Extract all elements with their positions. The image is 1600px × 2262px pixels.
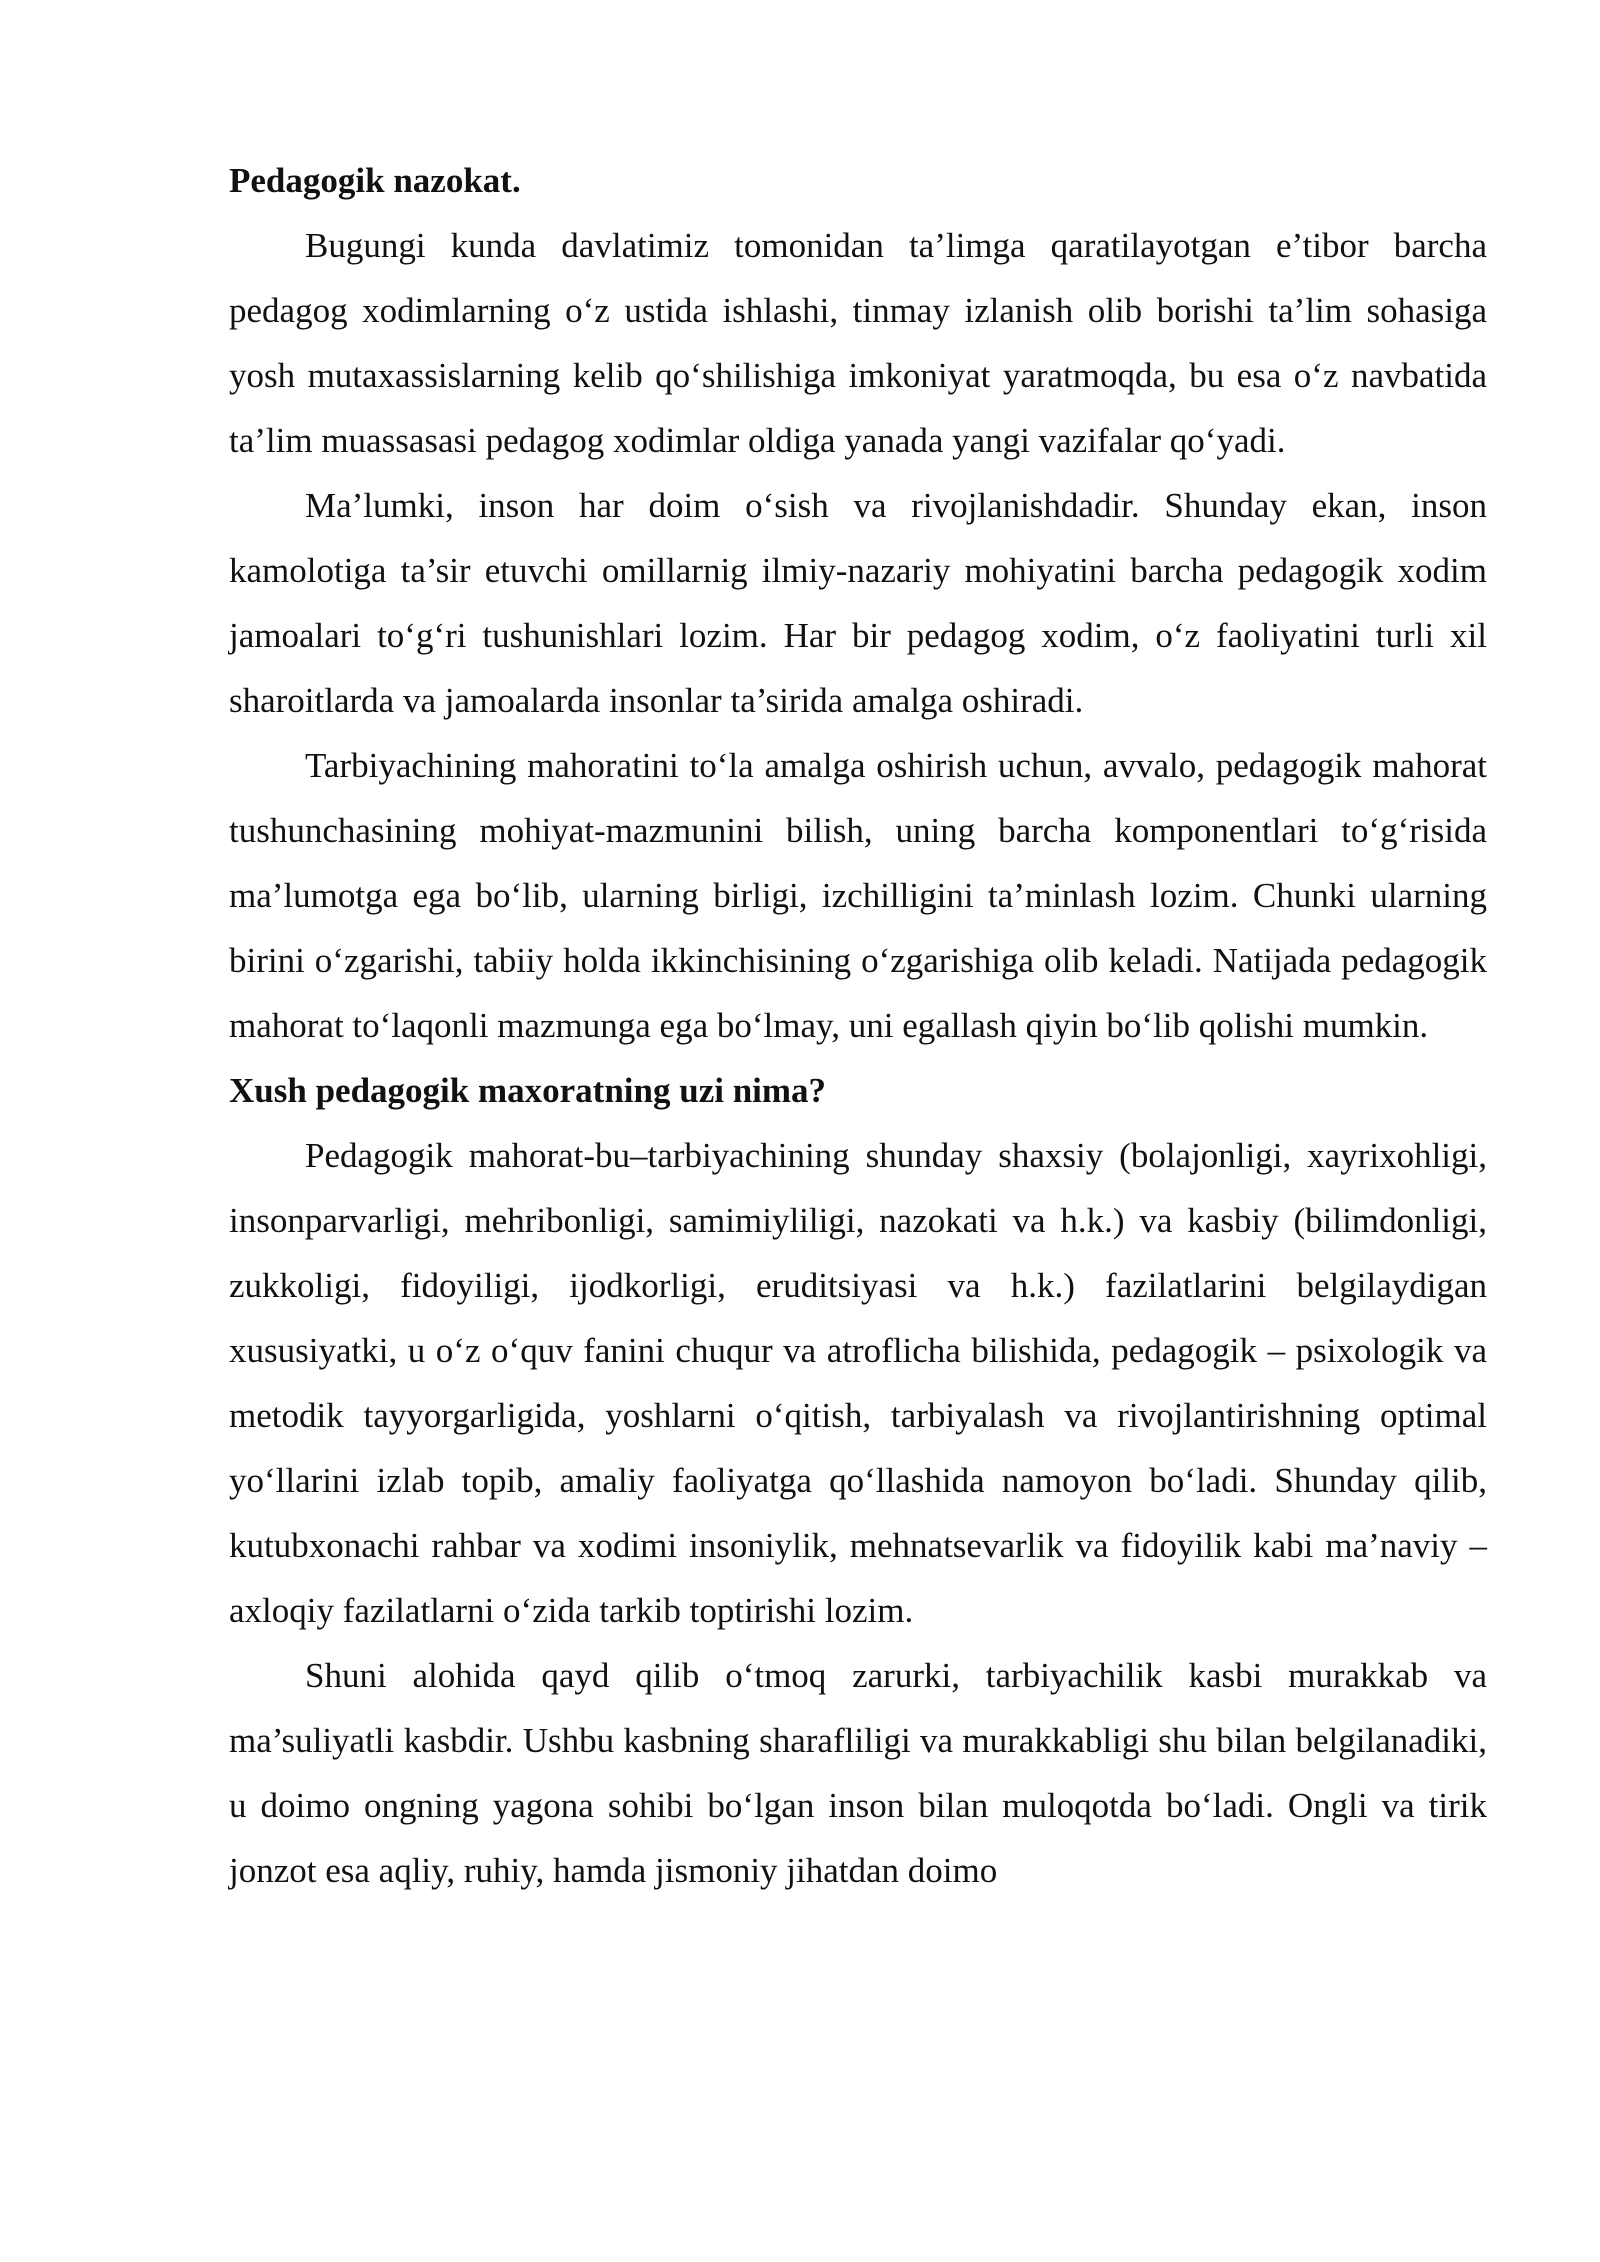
section-heading-pedagogik-maxorat: Xush pedagogik maxoratning uzi nima?: [229, 1071, 827, 1110]
section-heading-pedagogik-nazokat: Pedagogik nazokat.: [229, 161, 521, 200]
document-page: [229, 148, 1487, 1903]
paragraph-1: Bugungi kunda davlatimiz tomonidan ta’limga qaratilayotgan e’tibor barcha pedagog xodimlarning o‘z ustida ishlashi, tinmay izlanish olib borishi ta’lim sohasiga yosh mutaxassislarning kelib qo‘shilishiga imkoniyat yaratmoqda, bu esa o‘z navbatida ta’lim muassasasi pedagog xodimlar oldiga yanada yangi vazifalar qo‘yadi.: [229, 226, 1487, 460]
paragraph-2: Ma’lumki, inson har doim o‘sish va rivojlanishdadir. Shunday ekan, inson kamolotiga ta’sir etuvchi omillarnig ilmiy-nazariy mohiyatini barcha pedagogik xodim jamoalari to‘g‘ri tushunishlari lozim. Har bir pedagog xodim, o‘z faoliyatini turli xil sharoitlarda va jamoalarda insonlar ta’sirida amalga oshiradi.: [229, 486, 1487, 720]
paragraph-4: Pedagogik mahorat-bu–tarbiyachining shunday shaxsiy (bolajonligi, xayrixohligi, insonparvarligi, mehribonligi, samimiyliligi, nazokati va h.k.) va kasbiy (bilimdonligi, zukkoligi, fidoyiligi, ijodkorligi, eruditsiyasi va h.k.) fazilatlarini belgilaydigan xususiyatki, u o‘z o‘quv fanini chuqur va atroflicha bilishida, pedagogik – psixologik va metodik tayyorgarligida, yoshlarni o‘qitish, tarbiyalash va rivojlantirishning optimal yo‘llarini izlab topib, amaliy faoliyatga qo‘llashida namoyon bo‘ladi. Shunday qilib, kutubxonachi rahbar va xodimi insoniylik, mehnatsevarlik va fidoyilik kabi ma’naviy – axloqiy fazilatlarni o‘zida tarkib toptirishi lozim.: [229, 1136, 1487, 1630]
paragraph-3: Tarbiyachining mahoratini to‘la amalga oshirish uchun, avvalo, pedagogik mahorat tushunchasining mohiyat-mazmunini bilish, uning barcha komponentlari to‘g‘risida ma’lumotga ega bo‘lib, ularning birligi, izchilligini ta’minlash lozim. Chunki ularning birini o‘zgarishi, tabiiy holda ikkinchisining o‘zgarishiga olib keladi. Natijada pedagogik mahorat to‘laqonli mazmunga ega bo‘lmay, uni egallash qiyin bo‘lib qolishi mumkin.: [229, 746, 1487, 1045]
paragraph-5: Shuni alohida qayd qilib o‘tmoq zarurki, tarbiyachilik kasbi murakkab va ma’suliyatli kasbdir. Ushbu kasbning sharafliligi va murakkabligi shu bilan belgilanadiki, u doimo ongning yagona sohibi bo‘lgan inson bilan muloqotda bo‘ladi. Ongli va tirik jonzot esa aqliy, ruhiy, hamda jismoniy jihatdan doimo: [229, 1656, 1487, 1890]
